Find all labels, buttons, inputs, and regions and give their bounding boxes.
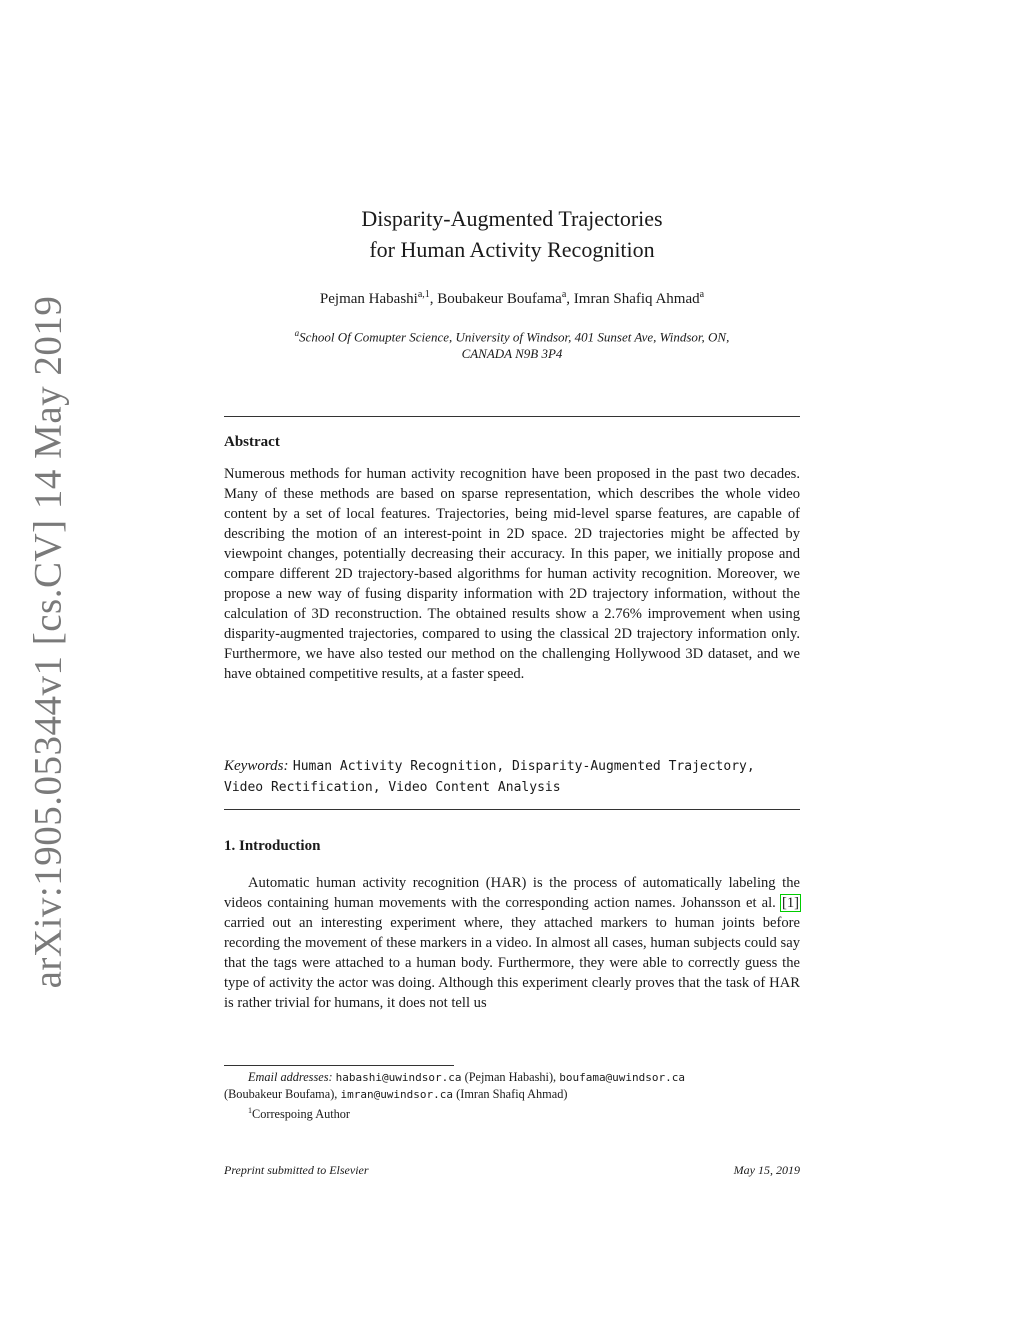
footnote-mark: 1 — [248, 1106, 252, 1115]
footnotes — [224, 1069, 800, 1122]
author-list — [224, 289, 800, 308]
title-line-1: Disparity-Augmented Trajectories — [361, 206, 663, 231]
author-affil-mark: a — [561, 289, 567, 300]
email-owner: (Pejman Habashi), — [464, 1070, 557, 1084]
title-line-2: for Human Activity Recognition — [369, 237, 655, 262]
footer-date: May 15, 2019 — [733, 1163, 800, 1177]
email-owner: (Boubakeur Boufama), — [224, 1087, 338, 1101]
abstract-bottom-rule — [224, 809, 800, 810]
keywords-text: Human Activity Recognition, Disparity-Augmented Trajectory, Video Rectification, Video Content Analysis — [224, 759, 755, 795]
affiliation-line-2: CANADA N9B 3P4 — [461, 346, 563, 362]
citation-link[interactable]: [1] — [781, 895, 799, 911]
footer-preprint-note: Preprint submitted to Elsevier — [224, 1163, 369, 1177]
author-affil-mark: a — [699, 289, 705, 300]
page-footer — [224, 1163, 800, 1178]
arxiv-stamp: arXiv:1905.05344v1 [cs.CV] 14 May 2019 — [26, 295, 70, 989]
author-name: Pejman Habashi — [319, 291, 418, 307]
intro-text-1: Automatic human activity recognition (HAR) is the process of automatically labeling the videos containing human movements with the corresponding action names. Johansson et al. — [224, 875, 800, 911]
affiliation — [224, 325, 800, 362]
email-owner: (Imran Shafiq Ahmad) — [456, 1087, 568, 1101]
affiliation-line-1: School Of Comupter Science, University of Windsor, 401 Sunset Ave, Windsor, ON, — [299, 329, 730, 345]
author-name: Boubakeur Boufama — [437, 291, 562, 307]
email-link[interactable]: boufama@uwindsor.ca — [559, 1071, 686, 1084]
abstract-heading: Abstract — [224, 434, 280, 450]
author-affil-mark: a,1 — [417, 289, 430, 300]
abstract-top-rule — [224, 416, 800, 417]
email-link[interactable]: imran@uwindsor.ca — [340, 1088, 454, 1101]
introduction-paragraph — [224, 873, 800, 1013]
email-label: Email addresses: — [248, 1070, 333, 1084]
section-heading-introduction: 1. Introduction — [224, 838, 321, 854]
paper-title — [224, 203, 800, 265]
corresponding-author-note: Correspoing Author — [252, 1107, 351, 1122]
intro-text-2: carried out an interesting experiment where, they attached markers to human joints before recording the movement of these markers in a video. In almost all cases, human subjects could say that the tags were attached to a human body. Furthermore, they were able to correctly guess the type of activity the actor was doing. Although this experiment clearly proves that the task of HAR is rather trivial for humans, it does not tell us — [224, 915, 800, 1011]
affiliation-mark: a — [294, 328, 300, 338]
footnote-rule — [224, 1065, 454, 1066]
author-separator: , — [566, 291, 574, 307]
author-name: Imran Shafiq Ahmad — [573, 291, 700, 307]
abstract-text: Numerous methods for human activity recognition have been proposed in the past two decades. Many of these methods are based on sparse representation, which describes the whole video content by a set of local features. Trajectories, being mid-level sparse features, are capable of describing the motion of an interest-point in 2D space. 2D trajectories might be affected by viewpoint changes, potentially decreasing their accuracy. In this paper, we initially propose and compare different 2D trajectory-based algorithms for human activity recognition. Moreover, we propose a new way of fusing disparity information with 2D trajectory information, without the calculation of 3D reconstruction. The obtained results show a 2.76% improvement when using disparity-augmented trajectories, compared to using the classical 2D trajectory information only. Furthermore, we have also tested our method on the challenging Hollywood 3D dataset, and we have obtained competitive results, at a faster speed. — [224, 466, 800, 682]
author-separator: , — [429, 291, 438, 307]
keywords-label: Keywords: — [224, 758, 289, 774]
email-link[interactable]: habashi@uwindsor.ca — [335, 1071, 462, 1084]
keywords — [224, 756, 800, 798]
